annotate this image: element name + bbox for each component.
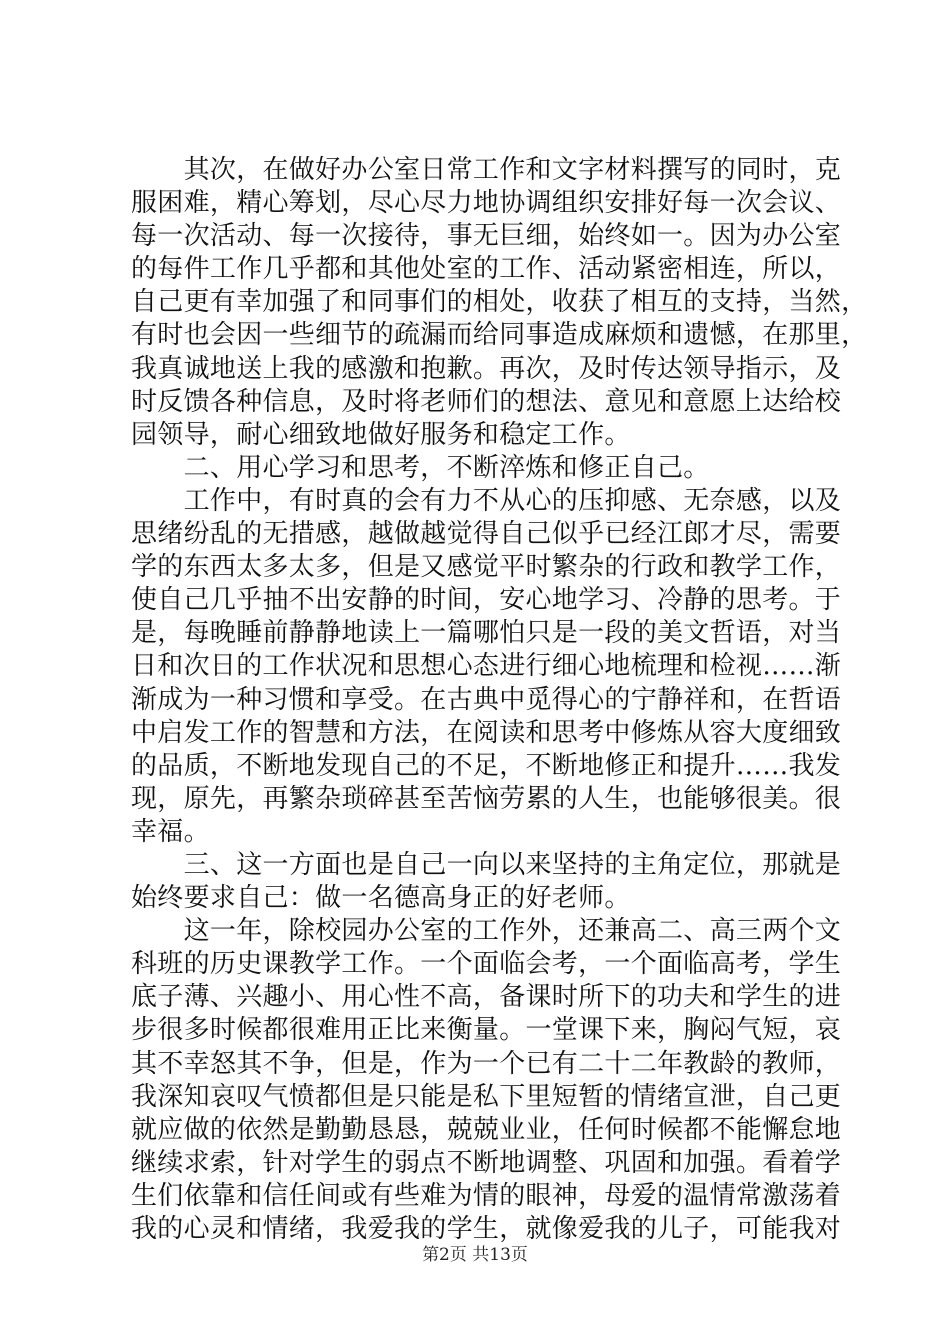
- text-line: 思绪纷乱的无措感，越做越觉得自己似乎已经江郎才尽，需要: [131, 519, 842, 550]
- text-line: 其次，在做好办公室日常工作和文字材料撰写的同时，克: [131, 155, 842, 185]
- text-line: 每一次活动、每一次接待，事无巨细，始终如一。因为办公室: [131, 221, 842, 252]
- text-line: 就应做的依然是勤勤恳恳，兢兢业业，任何时候都不能懈怠地: [131, 1114, 842, 1145]
- text-line: 的每件工作几乎都和其他处室的工作、活动紧密相连，所以，: [131, 254, 842, 285]
- text-line: 自己更有幸加强了和同事们的相处，收获了相互的支持，当然，: [131, 287, 868, 318]
- text-line: 二、用心学习和思考，不断淬炼和修正自己。: [131, 452, 710, 483]
- text-line: 是，每晚睡前静静地读上一篇哪怕只是一段的美文哲语，对当: [131, 618, 842, 649]
- text-line: 我的心灵和情绪，我爱我的学生，就像爱我的儿子，可能我对: [131, 1214, 842, 1244]
- text-line: 园领导，耐心细致地做好服务和稳定工作。: [131, 419, 631, 450]
- text-line: 幸福。: [131, 816, 210, 847]
- text-line: 继续求索，针对学生的弱点不断地调整、巩固和加强。看着学: [131, 1147, 842, 1178]
- text-line: 使自己几乎抽不出安静的时间，安心地学习、冷静的思考。于: [131, 585, 842, 616]
- text-line: 的品质，不断地发现自己的不足，不断地修正和提升……我发: [131, 750, 842, 781]
- text-line: 服困难，精心筹划，尽心尽力地协调组织安排好每一次会议、: [131, 188, 842, 219]
- text-line: 我深知哀叹气愤都但是只能是私下里短暂的情绪宣泄，自己更: [131, 1081, 842, 1112]
- text-line: 日和次日的工作状况和思想心态进行细心地梳理和检视……渐: [131, 651, 842, 682]
- text-line: 时反馈各种信息，及时将老师们的想法、意见和意愿上达给校: [131, 386, 842, 417]
- text-line: 这一年，除校园办公室的工作外，还兼高二、高三两个文: [131, 916, 842, 947]
- text-line: 步很多时候都很难用正比来衡量。一堂课下来，胸闷气短，哀: [131, 1015, 842, 1046]
- text-line: 现，原先，再繁杂琐碎甚至苦恼劳累的人生，也能够很美。很: [131, 783, 842, 814]
- body-text: [131, 154, 868, 1246]
- text-line: 我真诚地送上我的感激和抱歉。再次，及时传达领导指示，及: [131, 353, 842, 384]
- text-line: 学的东西太多太多，但是又感觉平时繁杂的行政和教学工作，: [131, 552, 842, 583]
- text-line: 生们依靠和信任间或有些难为情的眼神，母爱的温情常激荡着: [131, 1180, 842, 1211]
- text-line: 中启发工作的智慧和方法，在阅读和思考中修炼从容大度细致: [131, 717, 842, 748]
- text-line: 底子薄、兴趣小、用心性不高，备课时所下的功夫和学生的进: [131, 982, 842, 1013]
- text-line: 其不幸怒其不争，但是，作为一个已有二十二年教龄的教师，: [131, 1048, 842, 1079]
- text-line: 始终要求自己：做一名德高身正的好老师。: [131, 883, 631, 914]
- text-line: 科班的历史课教学工作。一个面临会考，一个面临高考，学生: [131, 949, 842, 980]
- page-footer: 第2页 共13页: [422, 1245, 528, 1265]
- text-line: 渐成为一种习惯和享受。在古典中觅得心的宁静祥和，在哲语: [131, 684, 842, 715]
- text-line: 工作中，有时真的会有力不从心的压抑感、无奈感，以及: [131, 485, 842, 516]
- text-line: 有时也会因一些细节的疏漏而给同事造成麻烦和遗憾，在那里，: [131, 320, 868, 351]
- text-line: 三、这一方面也是自己一向以来坚持的主角定位，那就是: [131, 849, 842, 880]
